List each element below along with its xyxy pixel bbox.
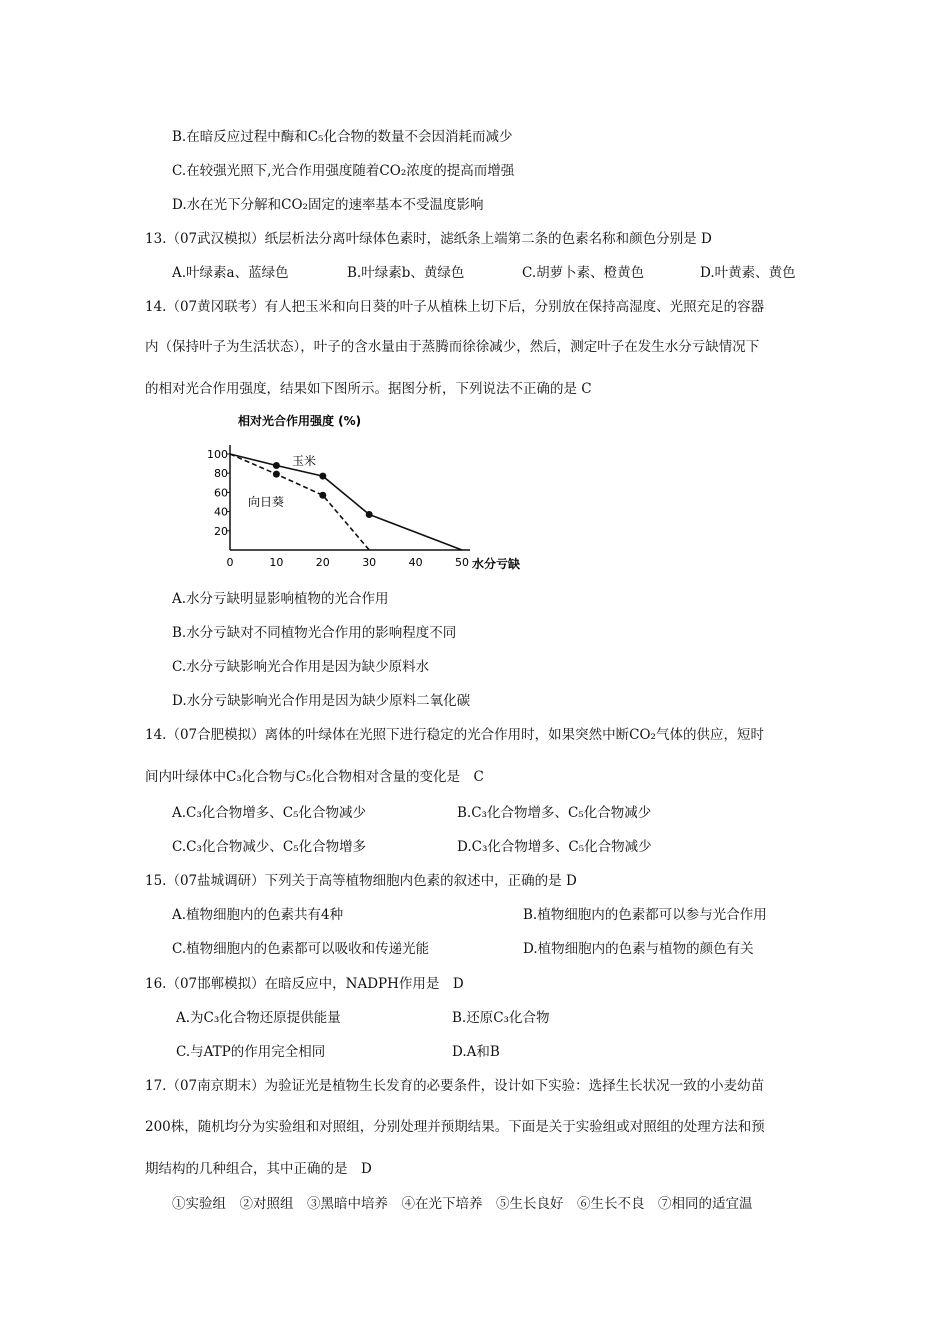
data-point — [366, 511, 373, 518]
q12-option-d: D.水在光下分解和CO₂固定的速率基本不受温度影响 — [172, 197, 484, 213]
q14-stem-line2: 内（保持叶子为生活状态），叶子的含水量由于蒸腾而徐徐减少，然后，测定叶子在发生水分亏缺情况下 — [145, 339, 760, 355]
q16-option-d: D.A和B — [452, 1044, 500, 1060]
y-tick-label: 100 — [207, 448, 228, 461]
q14-option-c: C.水分亏缺影响光合作用是因为缺少原料水 — [172, 659, 430, 675]
series-label: 玉米 — [292, 454, 317, 468]
y-tick-label: 80 — [214, 467, 228, 481]
chart-svg — [200, 408, 540, 578]
y-tick-label: 20 — [214, 524, 228, 538]
q16-option-b: B.还原C₃化合物 — [452, 1010, 550, 1026]
q14-option-b: B.水分亏缺对不同植物光合作用的影响程度不同 — [172, 625, 457, 641]
q16-option-c: C.与ATP的作用完全相同 — [176, 1044, 326, 1060]
chart-title: 相对光合作用强度 (%) — [238, 414, 362, 428]
q14b-option-a: A.C₃化合物增多、C₅化合物减少 — [172, 805, 367, 821]
data-point — [273, 471, 280, 478]
q14b-option-b: B.C₃化合物增多、C₅化合物减少 — [457, 805, 652, 821]
q13-option-d: D.叶黄素、黄色 — [700, 265, 796, 281]
q13-option-a: A.叶绿素a、蓝绿色 — [172, 265, 289, 281]
q14-option-d: D.水分亏缺影响光合作用是因为缺少原料二氧化碳 — [172, 693, 471, 709]
data-point — [319, 473, 326, 480]
x-tick-label: 10 — [269, 556, 284, 569]
q15-stem: 15.（07盐城调研）下列关于高等植物细胞内色素的叙述中，正确的是 D — [145, 873, 577, 889]
q13-option-b: B.叶绿素b、黄绿色 — [347, 265, 465, 281]
q15-option-c: C.植物细胞内的色素都可以吸收和传递光能 — [172, 941, 430, 957]
q13-option-c: C.胡萝卜素、橙黄色 — [522, 265, 645, 281]
x-tick-label: 30 — [362, 556, 377, 569]
y-tick-label: 60 — [214, 486, 228, 500]
q17-stem-line2: 200株，随机均分为实验组和对照组，分别处理并预期结果。下面是关于实验组或对照组的处理方法和预 — [145, 1119, 765, 1135]
x-tick-label: 40 — [408, 556, 423, 569]
q14-stem-line3: 的相对光合作用强度，结果如下图所示。据图分析，下列说法不正确的是 C — [145, 381, 592, 397]
data-point — [273, 462, 280, 469]
q15-option-a: A.植物细胞内的色素共有4种 — [172, 907, 344, 923]
x-tick-label: 20 — [315, 556, 330, 569]
q14b-stem-line1: 14.（07合肥模拟）离体的叶绿体在光照下进行稳定的光合作用时，如果突然中断CO₂气体的供应，短时 — [145, 727, 764, 743]
q14b-option-d: D.C₃化合物增多、C₅化合物减少 — [457, 839, 652, 855]
q14-stem-line1: 14.（07黄冈联考）有人把玉米和向日葵的叶子从植株上切下后，分别放在保持高湿度、光照充足的容器 — [145, 299, 765, 315]
q17-stem-line3: 期结构的几种组合，其中正确的是 D — [145, 1161, 372, 1177]
q12-option-c: C.在较强光照下,光合作用强度随着CO₂浓度的提高而增强 — [172, 163, 515, 179]
q17-choices: ①实验组 ②对照组 ③黑暗中培养 ④在光下培养 ⑤生长良好 ⑥生长不良 ⑦相同的适宜温 — [172, 1196, 753, 1212]
q16-option-a: A.为C₃化合物还原提供能量 — [176, 1010, 341, 1026]
data-point — [319, 492, 326, 499]
x-tick-label: 50 — [455, 556, 469, 569]
x-tick-label: 0 — [226, 556, 234, 569]
photosynthesis-chart — [200, 408, 540, 578]
chart-x-label: 水分亏缺 — [472, 557, 521, 571]
q15-option-b: B.植物细胞内的色素都可以参与光合作用 — [523, 907, 767, 923]
series-label: 向日葵 — [248, 495, 285, 509]
q16-stem: 16.（07邯郸模拟）在暗反应中，NADPH作用是 D — [145, 976, 464, 992]
q13-stem: 13.（07武汉模拟）纸层析法分离叶绿体色素时，滤纸条上端第二条的色素名称和颜色分别是 D — [145, 231, 712, 247]
q15-option-d: D.植物细胞内的色素与植物的颜色有关 — [523, 941, 754, 957]
q14b-stem-line2: 间内叶绿体中C₃化合物与C₅化合物相对含量的变化是 C — [145, 769, 484, 785]
q12-option-b: B.在暗反应过程中酶和C₅化合物的数量不会因消耗而减少 — [172, 129, 513, 145]
y-tick-label: 40 — [214, 505, 228, 519]
q14-option-a: A.水分亏缺明显影响植物的光合作用 — [172, 591, 389, 607]
q17-stem-line1: 17.（07南京期末）为验证光是植物生长发育的必要条件，设计如下实验：选择生长状况一致的小麦幼苗 — [145, 1078, 765, 1094]
q14b-option-c: C.C₃化合物减少、C₅化合物增多 — [172, 839, 367, 855]
